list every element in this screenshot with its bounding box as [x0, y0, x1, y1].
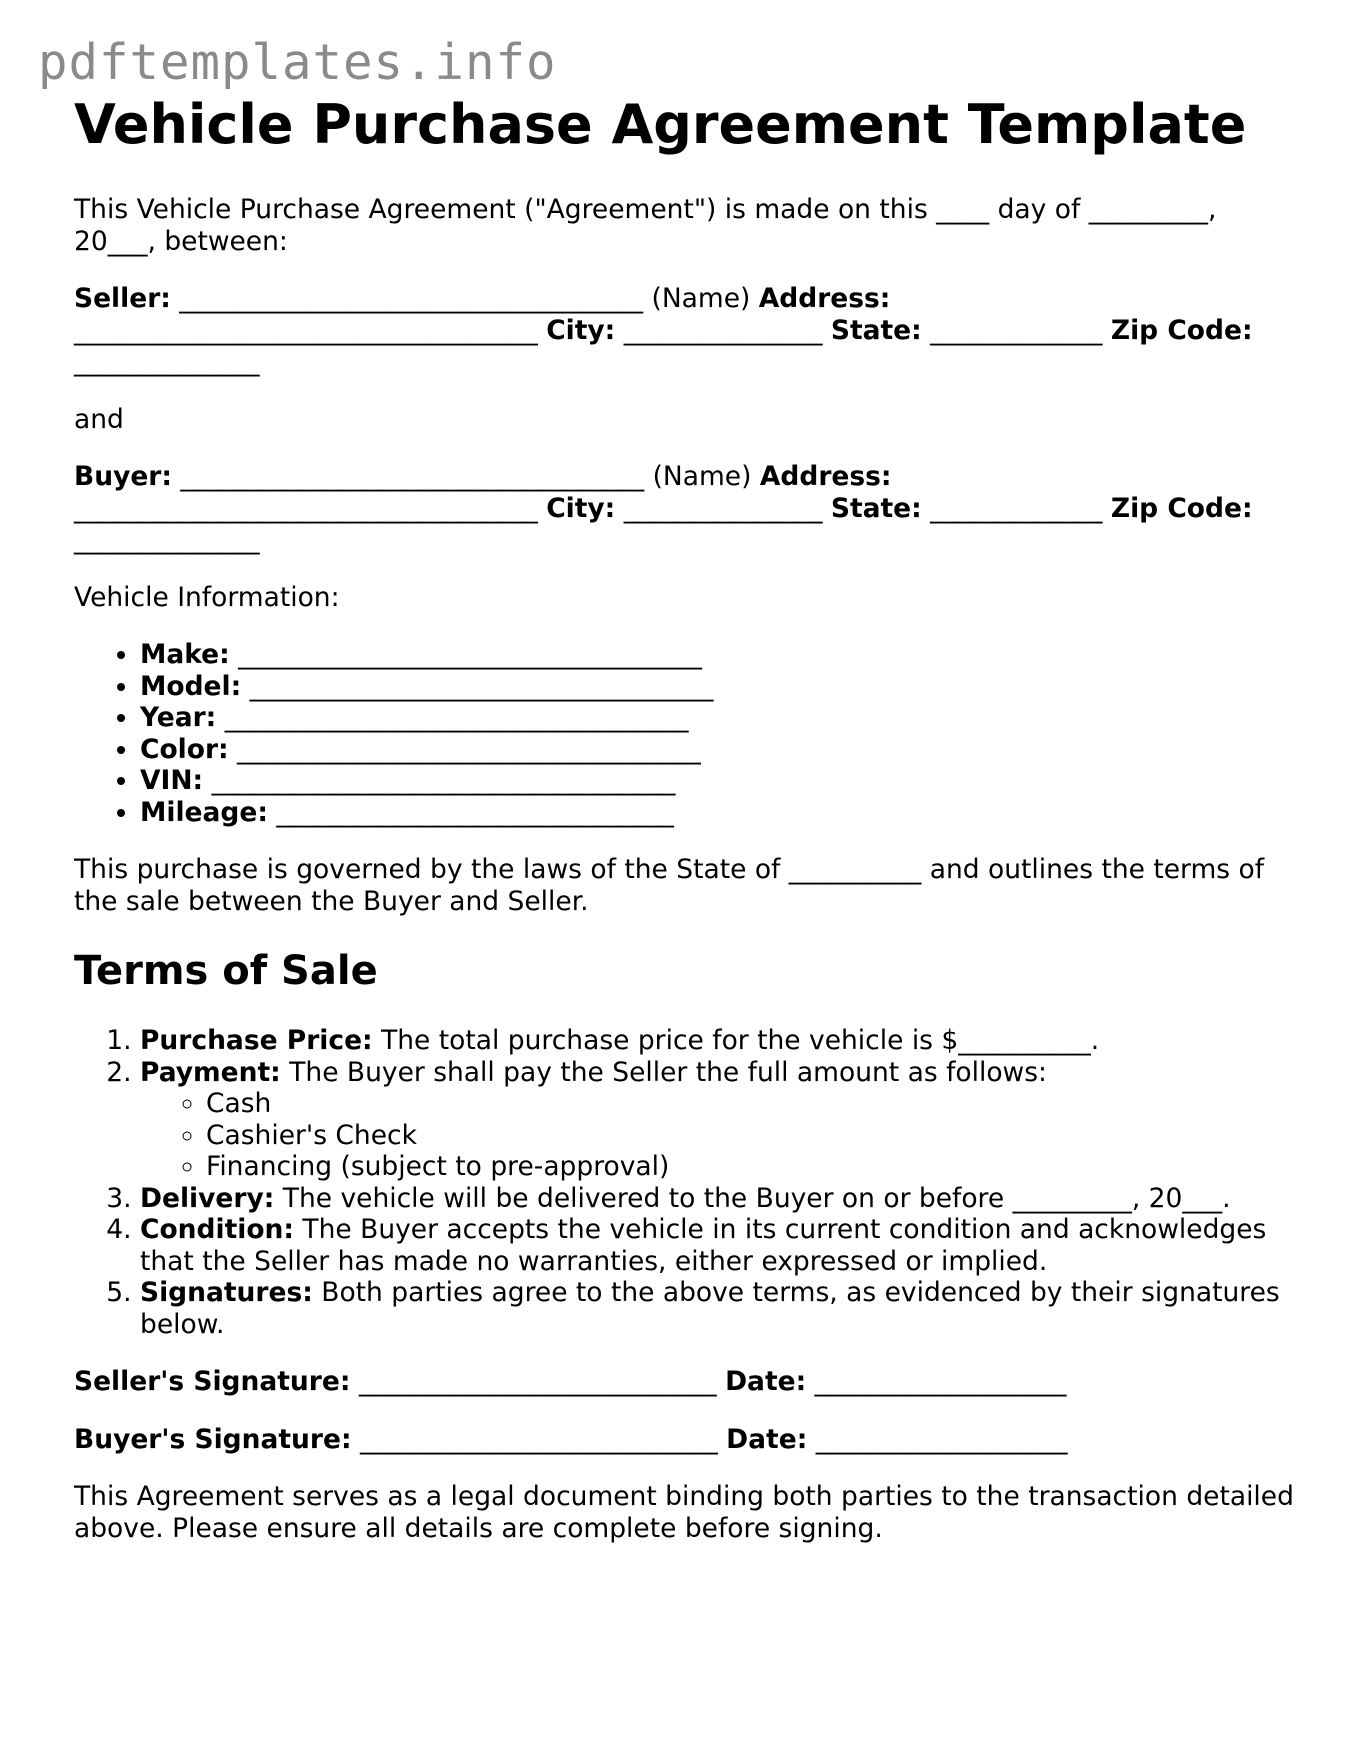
buyer-address-label: Address:	[759, 461, 892, 492]
buyer-date-label: Date:	[726, 1423, 808, 1455]
seller-city-label: City:	[546, 314, 616, 346]
term-payment	[140, 1057, 1294, 1183]
seller-zip-blank: ______________	[74, 346, 260, 377]
seller-name-blank: ___________________________________	[170, 283, 652, 314]
buyer-signature-label: Buyer's Signature:	[74, 1423, 352, 1455]
vehicle-item-year	[140, 702, 1294, 734]
buyer-address-blank: ___________________________________	[74, 492, 547, 524]
term-text: The total purchase price for the vehicle is $__________.	[372, 1025, 1100, 1056]
term-text: Both parties agree to the above terms, as evidenced by their signatures below.	[140, 1277, 1280, 1340]
term-text: The Buyer accepts the vehicle in its current condition and acknowledges that the Seller has made no warranties, either expressed or implied.	[140, 1214, 1267, 1277]
seller-state-blank: _____________	[921, 314, 1111, 346]
buyer-zip-label: Zip Code:	[1110, 492, 1253, 524]
vehicle-item-label: Mileage:	[140, 796, 268, 828]
buyer-label: Buyer:	[74, 461, 172, 492]
buyer-name-text: (Name)	[652, 461, 760, 492]
buyer-city-blank: _______________	[615, 492, 831, 524]
vehicle-item-blank: ______________________________	[267, 796, 674, 828]
vehicle-info-list	[74, 639, 1294, 828]
term-label: Condition:	[140, 1214, 294, 1245]
intro-paragraph: This Vehicle Purchase Agreement ("Agreement") is made on this ____ day of _________, 20___, between:	[74, 194, 1217, 257]
seller-block	[74, 283, 1294, 378]
term-label: Delivery:	[140, 1182, 275, 1214]
and-text: and	[74, 403, 124, 435]
vehicle-item-mileage	[140, 797, 1294, 829]
seller-date-blank: ___________________	[806, 1366, 1067, 1397]
seller-state-label: State:	[830, 314, 922, 346]
vehicle-item-blank: ___________________________________	[216, 702, 689, 733]
terms-list	[74, 1025, 1294, 1340]
vehicle-item-label: Color:	[140, 733, 229, 765]
vehicle-item-label: Model:	[140, 670, 242, 702]
buyer-city-label: City:	[546, 492, 616, 524]
document	[74, 92, 1294, 1544]
seller-signature-label: Seller's Signature:	[74, 1366, 351, 1397]
buyer-date-blank: ___________________	[807, 1423, 1068, 1455]
closing-paragraph: This Agreement serves as a legal document binding both parties to the transaction detailed above. Please ensure all details are complete before signing.	[74, 1481, 1294, 1544]
term-condition	[140, 1214, 1294, 1277]
buyer-zip-blank: ______________	[74, 524, 260, 555]
vehicle-item-blank: ___________________________________	[229, 639, 702, 670]
seller-signature-blank: ___________________________	[350, 1366, 726, 1397]
term-text: The vehicle will be delivered to the Buyer on or before _________, 20___.	[274, 1182, 1231, 1214]
payment-option: ◦ Cashier's Check	[206, 1120, 1294, 1152]
buyer-state-label: State:	[830, 492, 922, 524]
buyer-signature-blank: ___________________________	[351, 1423, 727, 1455]
payment-option: ◦ Cash	[206, 1088, 1294, 1120]
seller-signature-line	[74, 1366, 1294, 1398]
term-label: Payment:	[140, 1056, 281, 1088]
buyer-state-blank: _____________	[921, 492, 1111, 524]
vehicle-item-color	[140, 734, 1294, 766]
seller-zip-label: Zip Code:	[1110, 314, 1253, 346]
vehicle-item-blank: ___________________________________	[203, 765, 676, 796]
vehicle-item-label: VIN:	[140, 765, 204, 796]
vehicle-item-vin	[140, 765, 1294, 797]
term-text: The Buyer shall pay the Seller the full amount as follows:	[280, 1056, 1047, 1088]
term-purchase-price	[140, 1025, 1294, 1057]
payment-options-list	[140, 1088, 1294, 1183]
terms-heading: Terms of Sale	[74, 948, 378, 994]
governing-law-paragraph: This purchase is governed by the laws of the State of __________ and outlines the terms of the sale between the Buyer and Seller.	[74, 854, 1265, 917]
payment-option: ◦ Financing (subject to pre-approval)	[206, 1151, 1294, 1183]
vehicle-item-label: Year:	[140, 702, 217, 733]
watermark: pdftemplates.info	[38, 34, 557, 91]
buyer-block	[74, 461, 1294, 556]
seller-city-blank: _______________	[615, 314, 831, 346]
page-title: Vehicle Purchase Agreement Template	[74, 93, 1247, 156]
buyer-name-blank: ___________________________________	[171, 461, 653, 492]
term-label: Purchase Price:	[140, 1025, 373, 1056]
vehicle-info-heading: Vehicle Information:	[74, 581, 340, 613]
seller-address-blank: ___________________________________	[74, 314, 547, 346]
seller-address-label: Address:	[758, 283, 891, 314]
vehicle-item-model	[140, 671, 1294, 703]
term-label: Signatures:	[140, 1277, 313, 1308]
buyer-signature-line	[74, 1424, 1294, 1456]
seller-name-text: (Name)	[651, 283, 759, 314]
term-delivery	[140, 1183, 1294, 1215]
seller-date-label: Date:	[725, 1366, 807, 1397]
vehicle-item-make	[140, 639, 1294, 671]
seller-label: Seller:	[74, 283, 171, 314]
vehicle-item-blank: ___________________________________	[241, 670, 714, 702]
vehicle-item-blank: ___________________________________	[228, 733, 701, 765]
vehicle-item-label: Make:	[140, 639, 230, 670]
term-signatures	[140, 1277, 1294, 1340]
